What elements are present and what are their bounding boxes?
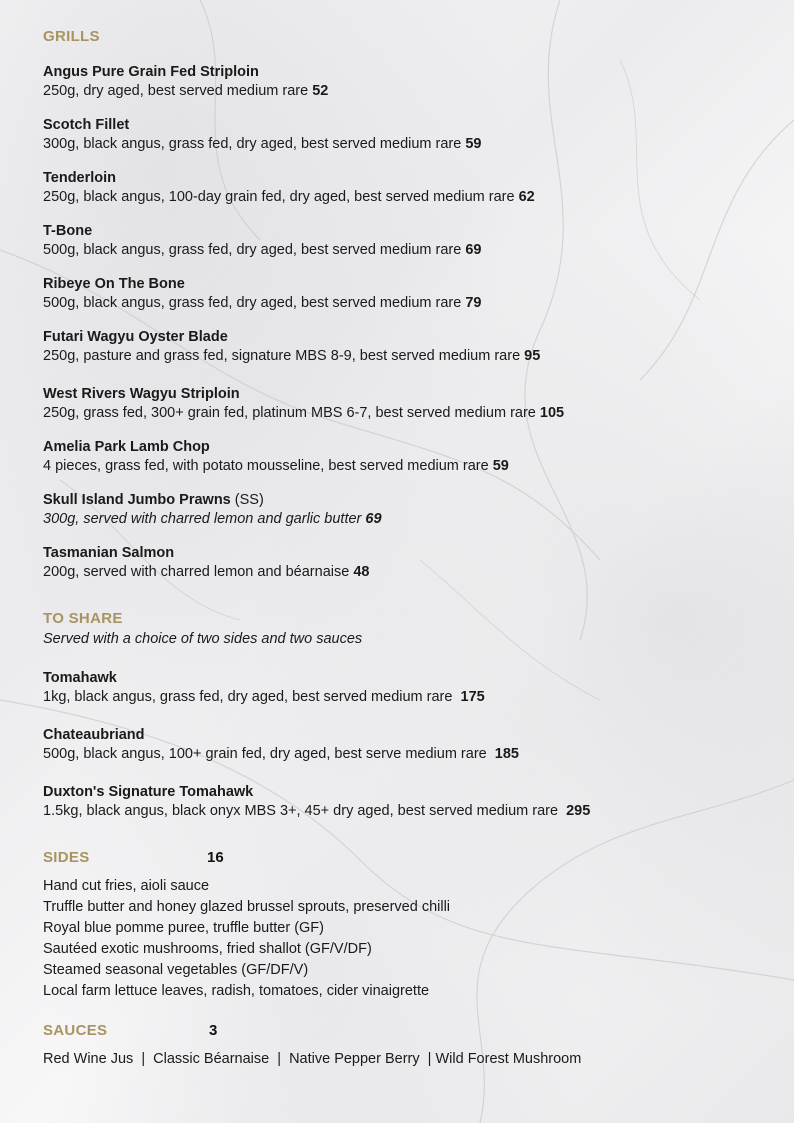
side-item: Local farm lettuce leaves, radish, tomatoes, cider vinaigrette xyxy=(43,983,430,999)
menu-item xyxy=(43,63,328,101)
to-share-heading: TO SHARE xyxy=(43,610,123,627)
sauces-price: 3 xyxy=(209,1022,218,1039)
menu-item xyxy=(43,438,509,476)
menu-item xyxy=(43,328,540,366)
menu-item-description: 300g, served with charred lemon and garlic butter 69 xyxy=(43,511,382,527)
menu-item-name: Ribeye On The Bone xyxy=(43,276,185,292)
sides-heading: SIDES xyxy=(43,849,90,866)
menu-item-name: Amelia Park Lamb Chop xyxy=(43,439,210,455)
side-item: Steamed seasonal vegetables (GF/DF/V) xyxy=(43,962,309,978)
menu-item-description: 500g, black angus, grass fed, dry aged, best served medium rare 69 xyxy=(43,242,482,258)
side-item: Hand cut fries, aioli sauce xyxy=(43,878,210,894)
menu-item-price: 59 xyxy=(465,136,482,152)
menu-item-price: 52 xyxy=(312,83,329,99)
menu-item-price: 295 xyxy=(566,803,591,819)
menu-item-price: 59 xyxy=(492,458,509,474)
menu-item xyxy=(43,222,481,260)
sides-price: 16 xyxy=(207,849,224,866)
menu-item-name: Futari Wagyu Oyster Blade xyxy=(43,329,228,345)
menu-item-description: 500g, black angus, 100+ grain fed, dry aged, best serve medium rare 185 xyxy=(43,746,519,762)
menu-item-name: Tenderloin xyxy=(43,170,117,186)
menu-item-name: Skull Island Jumbo Prawns (SS) xyxy=(43,492,264,508)
menu-item-name: T-Bone xyxy=(43,223,93,239)
menu-item-description: 4 pieces, grass fed, with potato mousseline, best served medium rare 59 xyxy=(43,458,509,474)
menu-item-description: 250g, dry aged, best served medium rare 52 xyxy=(43,83,329,99)
menu-item-name: Chateaubriand xyxy=(43,727,145,743)
menu-item-price: 69 xyxy=(365,511,382,527)
menu-item xyxy=(43,783,590,821)
menu-item xyxy=(43,116,481,154)
menu-item xyxy=(43,385,564,423)
menu-item-name: Angus Pure Grain Fed Striploin xyxy=(43,64,259,80)
menu-item-price: 48 xyxy=(353,564,370,580)
menu-item-description: 250g, black angus, 100-day grain fed, dry aged, best served medium rare 62 xyxy=(43,189,535,205)
menu-item-name: Scotch Fillet xyxy=(43,117,130,133)
menu-item-description: 500g, black angus, grass fed, dry aged, best served medium rare 79 xyxy=(43,295,482,311)
menu-item-price: 105 xyxy=(539,405,565,421)
menu-item-price: 175 xyxy=(460,689,485,705)
menu-item-name: Tomahawk xyxy=(43,670,117,686)
menu-item xyxy=(43,275,481,313)
menu-item-name: West Rivers Wagyu Striploin xyxy=(43,386,240,402)
menu-item-note: (SS) xyxy=(230,492,264,508)
menu-item-description: 1kg, black angus, grass fed, dry aged, best served medium rare 175 xyxy=(43,689,485,705)
menu-item xyxy=(43,726,519,764)
menu-item xyxy=(43,544,369,582)
side-item: Truffle butter and honey glazed brussel sprouts, preserved chilli xyxy=(43,899,451,915)
menu-item-price: 79 xyxy=(465,295,482,311)
menu-item-description: 300g, black angus, grass fed, dry aged, best served medium rare 59 xyxy=(43,136,482,152)
sauces-list: Red Wine Jus | Classic Béarnaise | Native Pepper Berry | Wild Forest Mushroom xyxy=(43,1051,582,1067)
grills-heading: GRILLS xyxy=(43,28,100,45)
menu-item xyxy=(43,669,485,707)
to-share-subtitle: Served with a choice of two sides and two sauces xyxy=(43,631,363,647)
menu-item-name: Duxton's Signature Tomahawk xyxy=(43,784,254,800)
sauces-heading: SAUCES xyxy=(43,1022,108,1039)
menu-item-description: 250g, grass fed, 300+ grain fed, platinum MBS 6-7, best served medium rare 105 xyxy=(43,405,565,421)
menu-item-price: 95 xyxy=(524,348,541,364)
menu-item-price: 62 xyxy=(518,189,535,205)
menu-item-description: 1.5kg, black angus, black onyx MBS 3+, 45+ dry aged, best served medium rare 295 xyxy=(43,803,591,819)
menu-item-description: 200g, served with charred lemon and béarnaise 48 xyxy=(43,564,370,580)
menu-item-price: 69 xyxy=(465,242,482,258)
menu-item xyxy=(43,169,535,207)
menu-item-price: 185 xyxy=(494,746,519,762)
menu-item xyxy=(43,491,382,529)
menu-item-name: Tasmanian Salmon xyxy=(43,545,175,561)
menu-item-description: 250g, pasture and grass fed, signature MBS 8-9, best served medium rare 95 xyxy=(43,348,541,364)
side-item: Royal blue pomme puree, truffle butter (GF) xyxy=(43,920,324,936)
side-item: Sautéed exotic mushrooms, fried shallot (GF/V/DF) xyxy=(43,941,372,957)
